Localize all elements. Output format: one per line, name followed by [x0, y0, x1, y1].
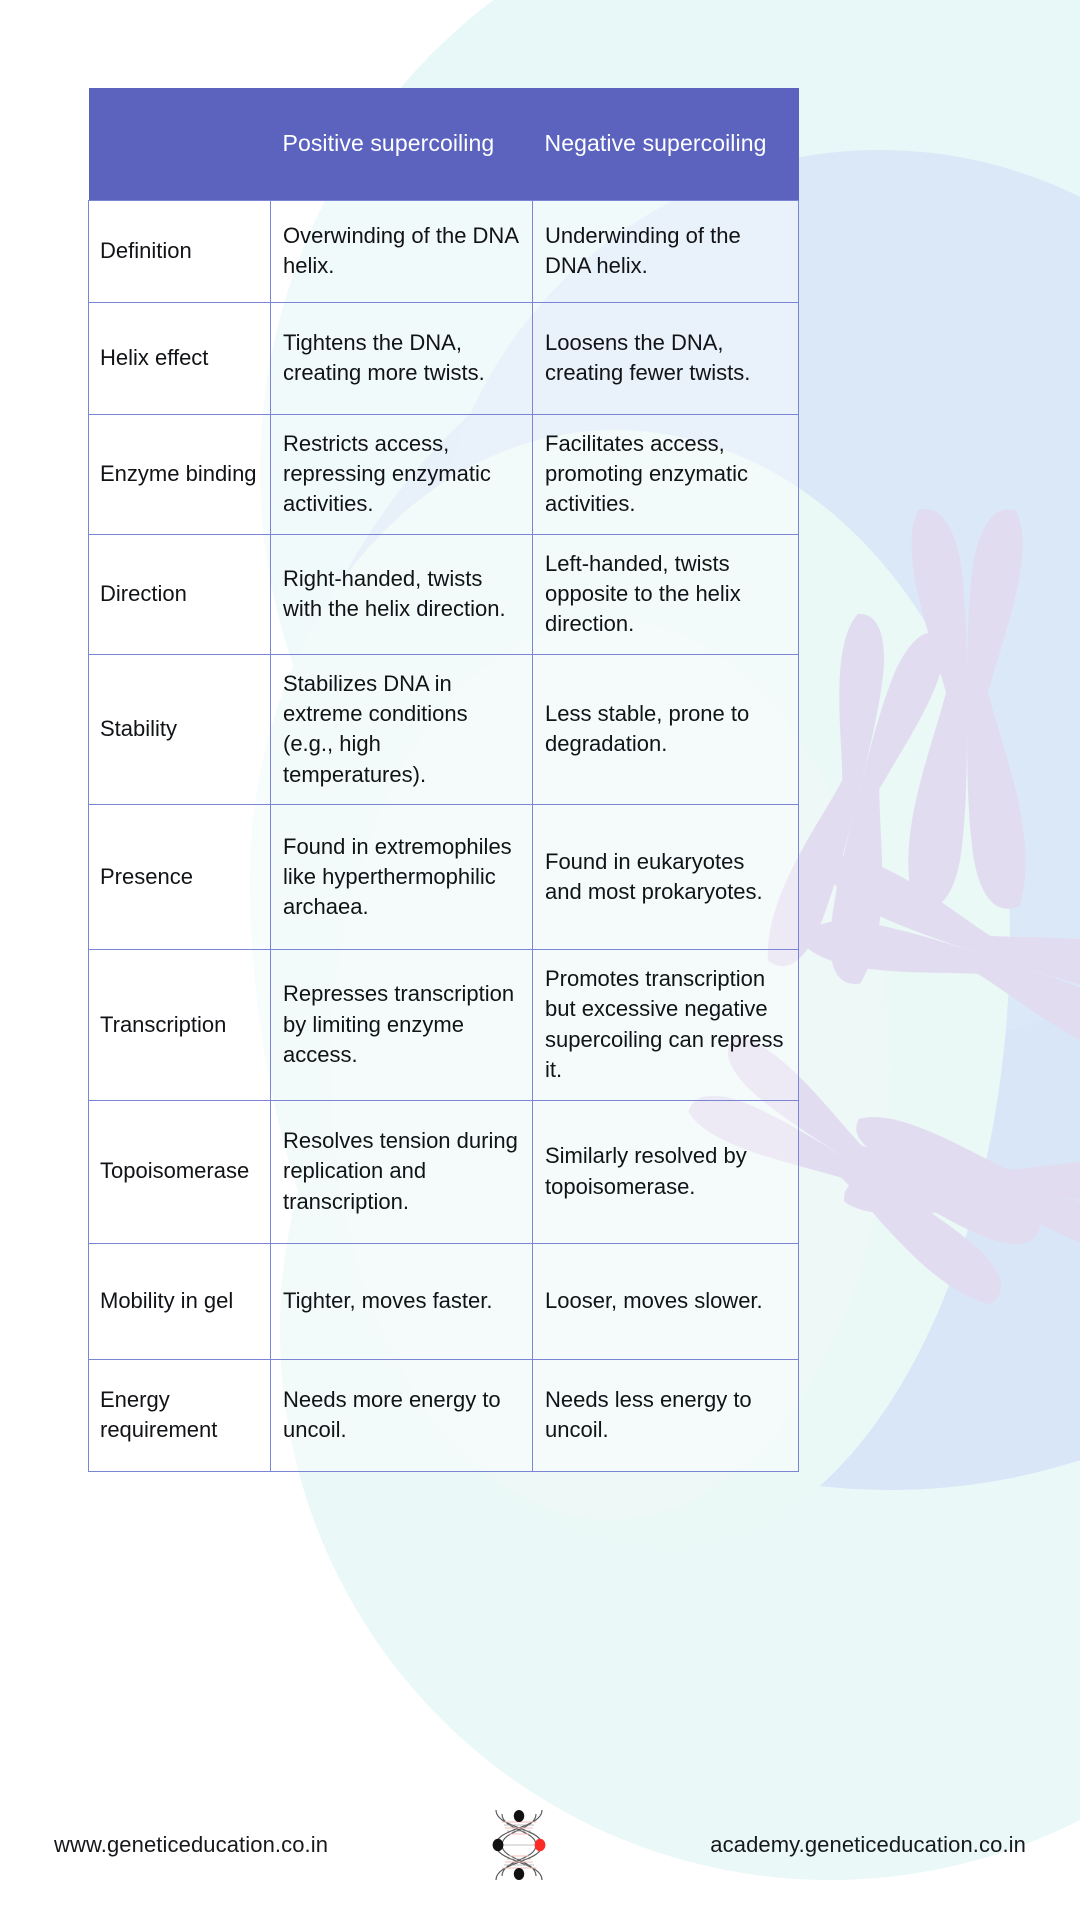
- row-feature-label: Energy requirement: [89, 1359, 271, 1471]
- row-positive-value: Stabilizes DNA in extreme conditions (e.g., high temperatures).: [271, 654, 533, 804]
- row-feature-label: Presence: [89, 805, 271, 950]
- row-negative-value: Similarly resolved by topoisomerase.: [533, 1100, 799, 1243]
- comparison-table-container: [88, 88, 798, 1472]
- table-row: [89, 1100, 799, 1243]
- row-positive-value: Resolves tension during replication and transcription.: [271, 1100, 533, 1243]
- footer-website-link[interactable]: www.geneticeducation.co.in: [54, 1832, 329, 1857]
- table-header-row: [89, 88, 799, 200]
- table-row: [89, 654, 799, 804]
- row-positive-value: Represses transcription by limiting enzyme access.: [271, 950, 533, 1100]
- row-feature-label: Transcription: [89, 950, 271, 1100]
- table-row: [89, 302, 799, 414]
- row-negative-value: Found in eukaryotes and most prokaryotes.: [533, 805, 799, 950]
- table-row: [89, 950, 799, 1100]
- table-row: [89, 200, 799, 302]
- row-feature-label: Stability: [89, 654, 271, 804]
- row-negative-value: Less stable, prone to degradation.: [533, 654, 799, 804]
- table-row: [89, 534, 799, 654]
- row-positive-value: Right-handed, twists with the helix direction.: [271, 534, 533, 654]
- row-positive-value: Overwinding of the DNA helix.: [271, 200, 533, 302]
- table-row: [89, 1359, 799, 1471]
- row-feature-label: Mobility in gel: [89, 1243, 271, 1359]
- row-feature-label: Topoisomerase: [89, 1100, 271, 1243]
- footer-academy-link[interactable]: academy.geneticeducation.co.in: [710, 1832, 1026, 1857]
- supercoiling-comparison-table: [88, 88, 799, 1472]
- table-header-positive-supercoiling: Positive supercoiling: [271, 88, 533, 200]
- dna-double-helix-logo: [488, 1806, 550, 1884]
- row-feature-label: Helix effect: [89, 302, 271, 414]
- table-header-corner: [89, 88, 271, 200]
- row-negative-value: Left-handed, twists opposite to the helix direction.: [533, 534, 799, 654]
- row-negative-value: Underwinding of the DNA helix.: [533, 200, 799, 302]
- row-positive-value: Restricts access, repressing enzymatic activities.: [271, 414, 533, 534]
- row-negative-value: Promotes transcription but excessive negative supercoiling can repress it.: [533, 950, 799, 1100]
- row-positive-value: Tightens the DNA, creating more twists.: [271, 302, 533, 414]
- row-negative-value: Needs less energy to uncoil.: [533, 1359, 799, 1471]
- row-feature-label: Direction: [89, 534, 271, 654]
- row-feature-label: Enzyme binding: [89, 414, 271, 534]
- row-feature-label: Definition: [89, 200, 271, 302]
- table-row: [89, 805, 799, 950]
- table-body: [89, 200, 799, 1471]
- row-positive-value: Tighter, moves faster.: [271, 1243, 533, 1359]
- row-negative-value: Facilitates access, promoting enzymatic activities.: [533, 414, 799, 534]
- footer: [0, 1770, 1080, 1920]
- row-negative-value: Looser, moves slower.: [533, 1243, 799, 1359]
- table-header: [89, 88, 799, 200]
- table-row: [89, 1243, 799, 1359]
- table-row: [89, 414, 799, 534]
- row-positive-value: Needs more energy to uncoil.: [271, 1359, 533, 1471]
- row-positive-value: Found in extremophiles like hyperthermophilic archaea.: [271, 805, 533, 950]
- table-header-negative-supercoiling: Negative supercoiling: [533, 88, 799, 200]
- row-negative-value: Loosens the DNA, creating fewer twists.: [533, 302, 799, 414]
